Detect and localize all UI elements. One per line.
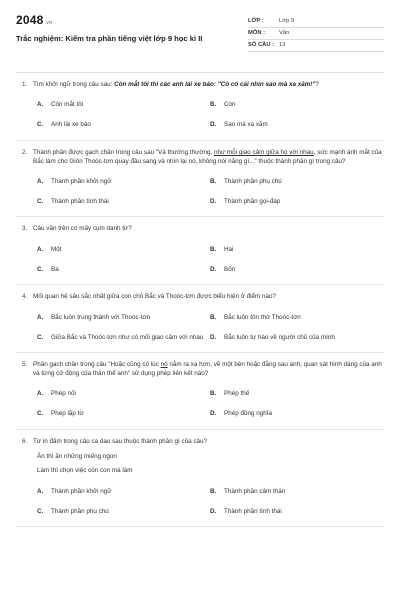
answer-option-c[interactable]: [37, 118, 210, 134]
option-letter: B.: [210, 178, 217, 186]
logo-suffix: .vn: [44, 20, 53, 26]
answer-option-d[interactable]: [210, 262, 384, 278]
question-number: 1.: [22, 81, 28, 88]
option-letter: B.: [210, 245, 217, 253]
answer-option-c[interactable]: [37, 194, 210, 210]
question-quote: Còn mắt tôi thì các anh lái xe bảo: "Cô có cái nhìn sao mà xa xăm!": [114, 81, 316, 88]
meta-label: LỚP :: [248, 18, 264, 25]
answer-option-b[interactable]: [210, 484, 384, 500]
option-letter: A.: [37, 313, 44, 321]
question-head: [16, 149, 384, 167]
option-text: Bắc luôn tôn thờ Thoóc-tơn: [224, 313, 301, 321]
option-letter: A.: [37, 101, 44, 109]
question-5: [16, 353, 384, 430]
meta-value: Văn: [279, 30, 290, 37]
option-letter: C.: [37, 265, 44, 273]
question-number: 4.: [22, 293, 28, 301]
option-text: Một: [51, 245, 62, 253]
option-text: Bốn: [224, 265, 236, 273]
question-text-part: Từ in đậm trong câu ca dao sau thuộc thành phần gì của câu?: [33, 437, 207, 445]
option-letter: D.: [210, 333, 217, 341]
option-text: Còn: [224, 101, 236, 109]
option-text: Còn mắt tôi: [51, 101, 84, 109]
document-title: Trắc nghiệm: Kiểm tra phần tiếng việt lớp 9 học kì II: [16, 34, 203, 43]
question-list: [16, 73, 384, 527]
question-head: [16, 81, 384, 90]
answer-options: [16, 387, 384, 423]
option-letter: A.: [37, 178, 44, 186]
answer-options: [16, 98, 384, 134]
answer-option-a[interactable]: [37, 310, 210, 326]
answer-option-a[interactable]: [37, 174, 210, 190]
question-head: [16, 225, 384, 234]
question-text-part: Thành phần được gạch chân trong câu sau "Và thường thường,: [33, 148, 214, 156]
option-letter: A.: [37, 245, 44, 253]
question-3: [16, 217, 384, 285]
option-letter: C.: [37, 507, 44, 515]
question-number: 5.: [22, 361, 28, 369]
underlined-text: như mỗi giao cảm giữa họ với nhau: [213, 148, 314, 156]
option-text: Thành phần khởi ngữ: [51, 178, 112, 186]
header-left: [16, 14, 248, 68]
question-text: [33, 81, 384, 90]
option-letter: C.: [37, 121, 44, 129]
answer-options: [16, 484, 384, 520]
answer-option-a[interactable]: [37, 484, 210, 500]
meta-value: Lớp 9: [279, 18, 295, 25]
answer-option-b[interactable]: [210, 387, 384, 403]
option-letter: B.: [210, 487, 217, 495]
answer-option-d[interactable]: [210, 504, 384, 520]
option-text: Giữa Bắc và Thoóc-tơn như có mối giao cảm với nhau: [51, 333, 204, 341]
option-text: Thành phần gọi-đáp: [224, 198, 281, 206]
question-text: [33, 225, 384, 234]
option-text: Thành phần tình thái: [224, 507, 282, 515]
answer-option-d[interactable]: [210, 194, 384, 210]
option-letter: A.: [37, 487, 44, 495]
question-number: 6.: [22, 437, 28, 445]
option-letter: C.: [37, 410, 44, 418]
meta-info: [248, 14, 384, 68]
option-letter: C.: [37, 333, 44, 341]
meta-value: 13: [279, 42, 286, 49]
answer-option-c[interactable]: [37, 407, 210, 423]
option-text: Phép thế: [224, 390, 250, 398]
option-text: Hai: [224, 245, 234, 253]
option-text: Phép lặp từ: [51, 410, 84, 418]
logo-text: 2048: [16, 13, 44, 27]
option-letter: D.: [210, 198, 217, 206]
document-header: [16, 0, 384, 68]
option-letter: A.: [37, 390, 44, 398]
site-logo[interactable]: [16, 14, 248, 26]
option-text: Thành phần tình thái: [51, 198, 109, 206]
question-text: [33, 149, 384, 167]
option-letter: D.: [210, 410, 217, 418]
option-text: Thành phần khởi ngữ: [51, 487, 112, 495]
answer-option-c[interactable]: [37, 262, 210, 278]
option-text: Thành phần phụ chú: [51, 507, 109, 515]
question-number: 2.: [22, 148, 28, 156]
answer-option-b[interactable]: [210, 98, 384, 114]
question-1: [16, 73, 384, 141]
question-text: [33, 438, 384, 447]
question-text-part: Phần gạch chân trong câu "Hoặc cũng có lúc: [33, 361, 161, 369]
option-text: Phép đồng nghĩa: [224, 410, 272, 418]
meta-label: MÔN :: [248, 30, 266, 37]
question-text-part: ?: [315, 81, 319, 88]
answer-options: [16, 174, 384, 210]
question-2: [16, 141, 384, 218]
question-text-part: , sức mạnh ánh mắt của Bắc làm cho Giôn Thoóc-tơn quay đầu sang và nhìn lại nó, không nói năng gì..." thuộc thành phần gì trong câu?: [33, 148, 382, 165]
option-text: Thành phần cảm thán: [224, 487, 286, 495]
question-number: 3.: [22, 225, 28, 233]
quoted-line: Làm thì chọn việc cỏn con mà làm: [37, 467, 133, 475]
meta-row: [248, 40, 384, 52]
question-text: [33, 293, 384, 302]
option-letter: B.: [210, 390, 217, 398]
option-text: Bắc luôn trung thành với Thoóc-tơn: [51, 313, 151, 321]
question-text-part: Tìm khởi ngữ trong câu sau:: [33, 81, 115, 88]
option-letter: C.: [37, 198, 44, 206]
meta-row: [248, 16, 384, 28]
answer-options: [16, 310, 384, 346]
option-text: Thành phần phụ chú: [224, 178, 282, 186]
answer-option-d[interactable]: [210, 330, 384, 346]
answer-option-c[interactable]: [37, 330, 210, 346]
option-text: Bắc luôn tự hào về người chủ của mình: [224, 333, 335, 341]
answer-options: [16, 242, 384, 278]
option-text: Anh lái xe bảo: [51, 121, 91, 129]
option-letter: D.: [210, 121, 217, 129]
answer-option-d[interactable]: [210, 118, 384, 134]
question-text: [33, 361, 384, 379]
option-letter: B.: [210, 313, 217, 321]
answer-option-d[interactable]: [210, 407, 384, 423]
question-text-part: Câu văn trên có mấy cụm danh từ?: [33, 225, 132, 233]
option-text: Sao mà xa xăm: [224, 121, 268, 129]
answer-option-a[interactable]: [37, 242, 210, 258]
quoted-line: Ăn thì ăn những miếng ngon: [37, 452, 117, 460]
question-head: [16, 438, 384, 447]
option-letter: D.: [210, 265, 217, 273]
option-text: Phép nối: [51, 390, 76, 398]
answer-option-b[interactable]: [210, 310, 384, 326]
answer-option-a[interactable]: [37, 98, 210, 114]
question-text-part: Mối quan hệ sâu sắc nhất giữa con chó Bắc và Thoóc-tơn được biểu hiện ở điểm nào?: [33, 293, 276, 301]
answer-option-b[interactable]: [210, 242, 384, 258]
option-letter: D.: [210, 507, 217, 515]
meta-row: [248, 28, 384, 40]
option-text: Ba: [51, 265, 59, 273]
question-head: [16, 361, 384, 379]
option-letter: B.: [210, 101, 217, 109]
question-text-part: nằm ra xa hơn, về một bên hoặc đằng sau anh, quan sát hình dáng của anh và từng cử động của thân thể anh" sử dụng phép liên kết nào?: [33, 361, 382, 377]
question-head: [16, 293, 384, 302]
question-6: [16, 430, 384, 527]
meta-label: SỐ CÂU :: [248, 42, 275, 49]
question-4: [16, 285, 384, 353]
answer-option-b[interactable]: [210, 174, 384, 190]
answer-option-a[interactable]: [37, 387, 210, 403]
answer-option-c[interactable]: [37, 504, 210, 520]
underlined-text: nó: [160, 361, 168, 369]
